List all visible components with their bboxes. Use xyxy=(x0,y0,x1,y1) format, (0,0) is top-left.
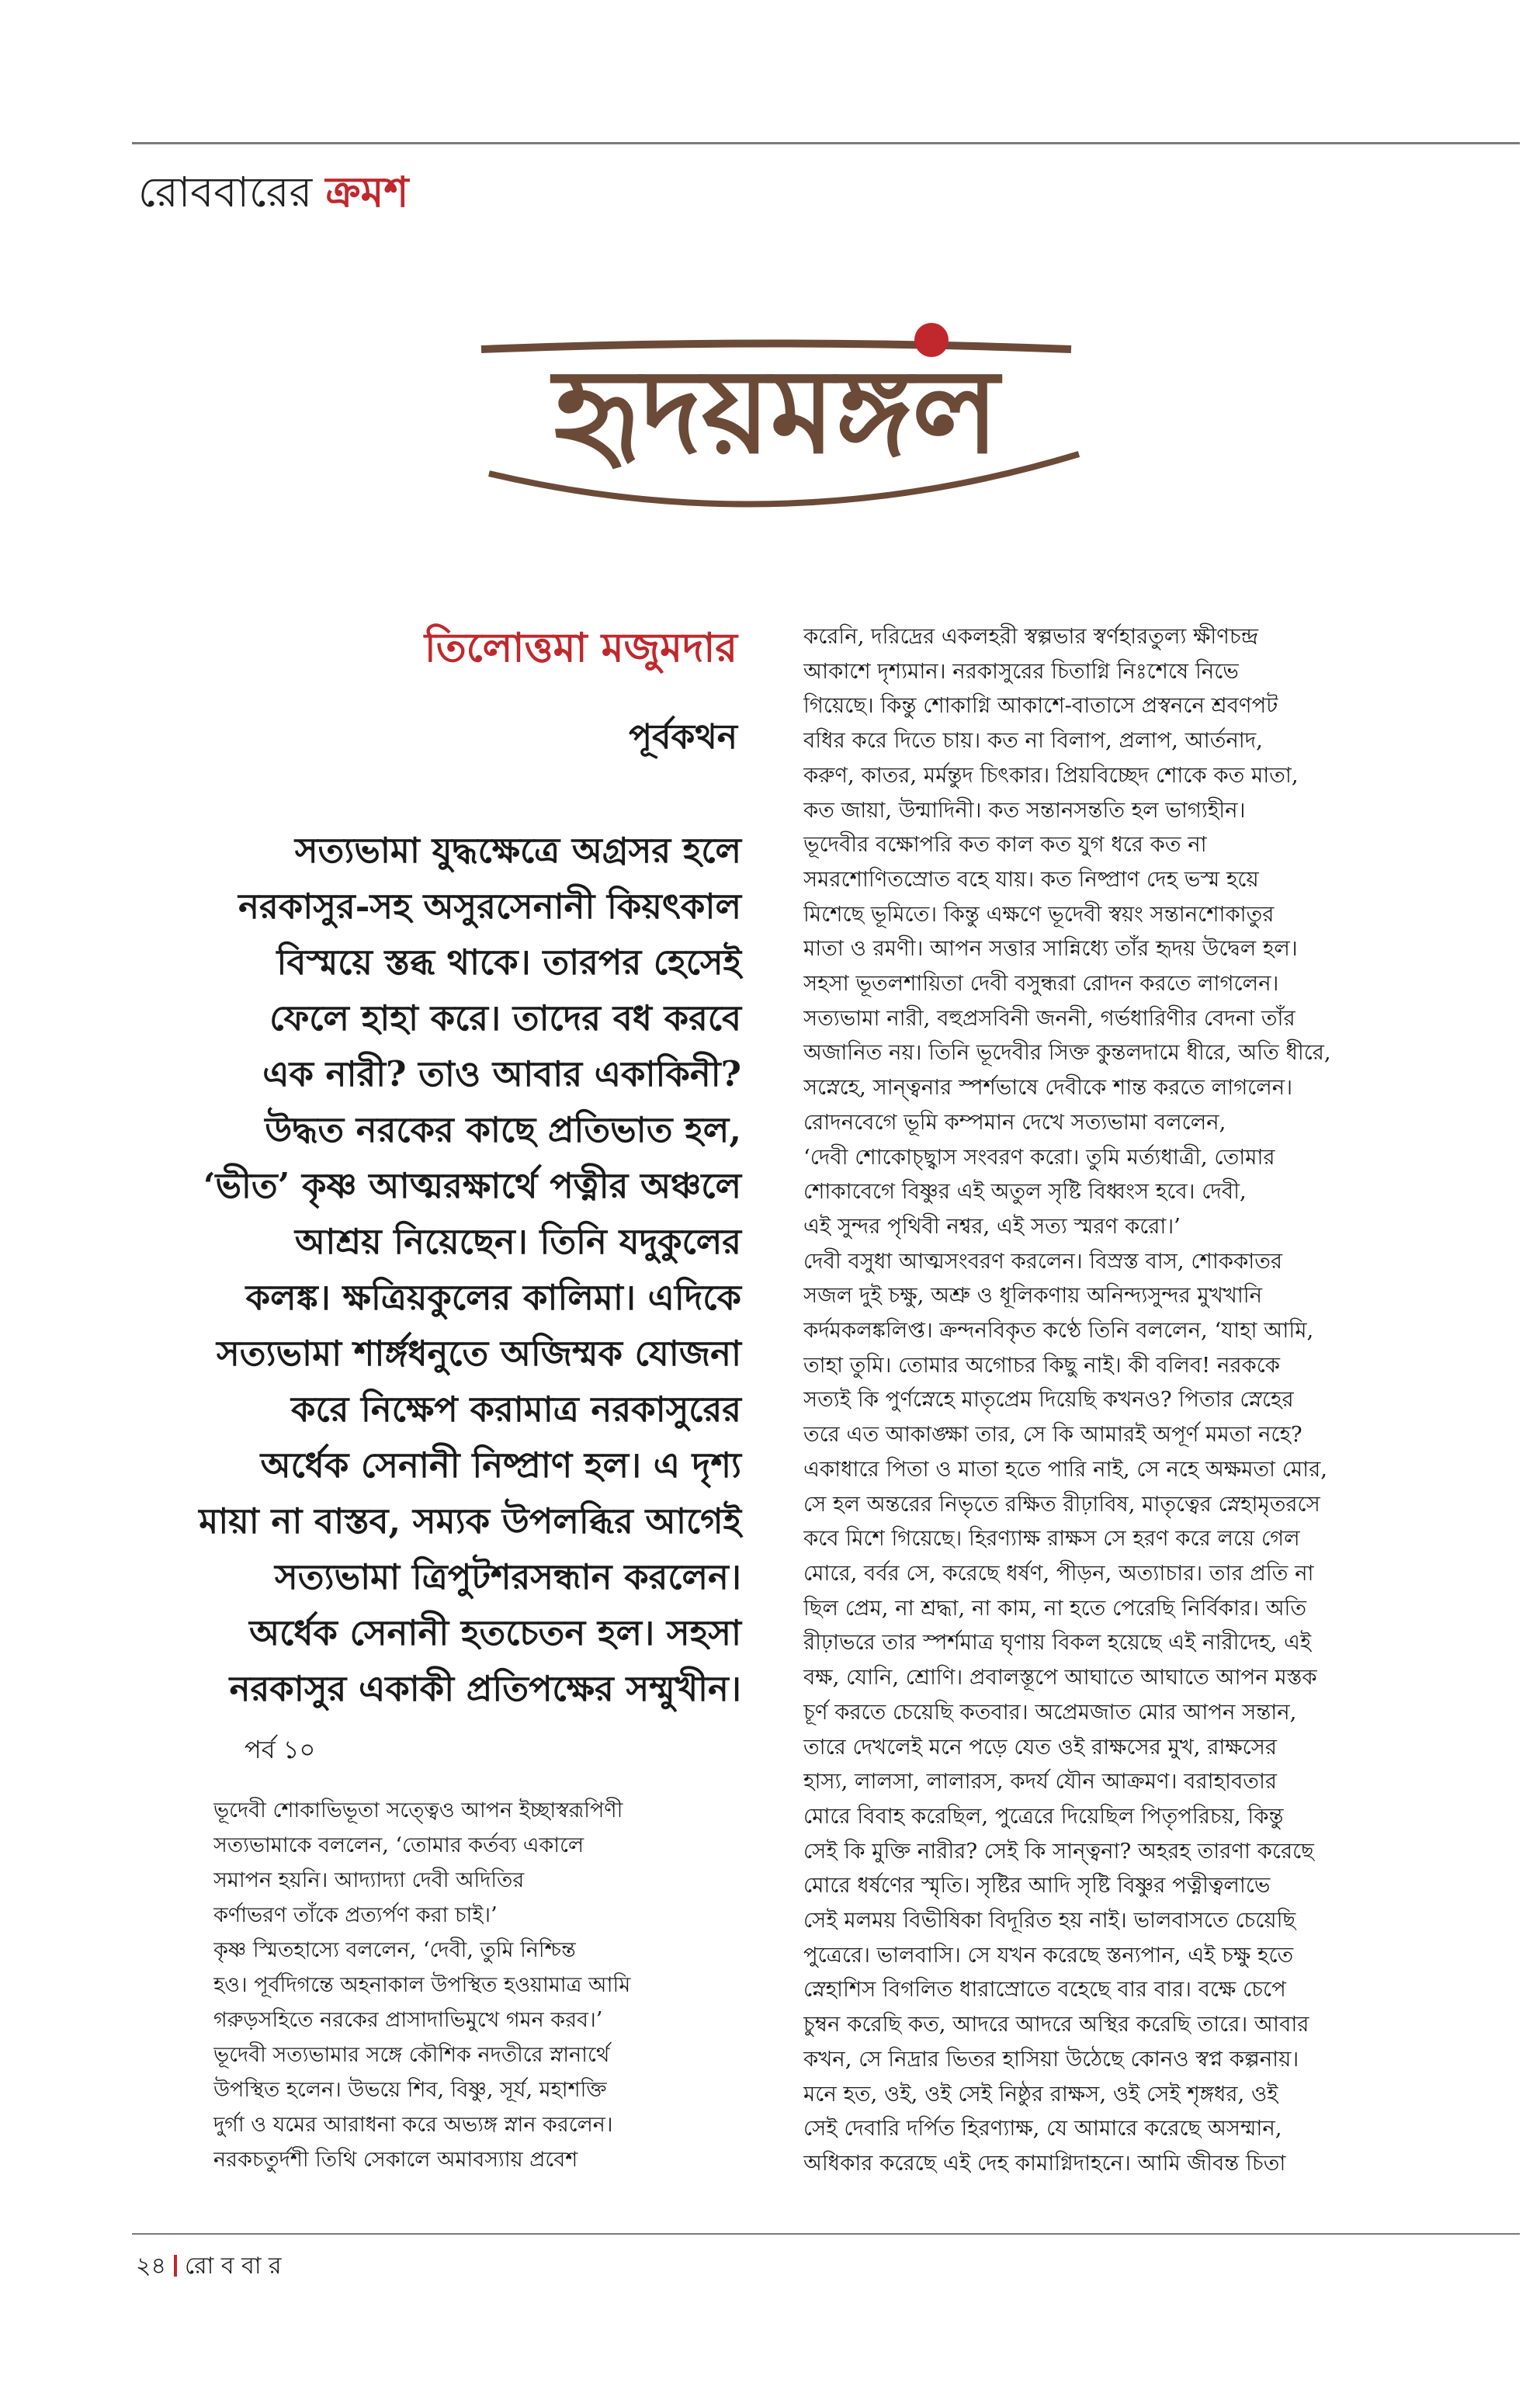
body-line: সেই মলময় বিভীষিকা বিদূরিত হয় নাই। ভালবাসতে চেয়েছি xyxy=(803,1908,1296,1933)
body-line: অধিকার করেছে এই দেহ কামাগ্নিদাহনে। আমি জীবন্ত চিতা xyxy=(803,2150,1286,2176)
body-line: সমরশোণিতস্রোত বহে যায়। কত নিষ্প্রাণ দেহ ভস্ম হয়ে xyxy=(803,866,1259,892)
body-line: ভূদেবী সত্যভামার সঙ্গে কৌশিক নদতীরে স্নানার্থে xyxy=(213,2043,610,2067)
body-line: হাস্য, লালসা, লালারস, কদর্য যৌন আক্রমণ। বরাহাবতার xyxy=(803,1769,1278,1795)
synopsis xyxy=(151,823,741,1717)
synopsis-line: বিস্ময়ে স্তব্ধ থাকে। তারপর হেসেই xyxy=(276,942,741,983)
previous-story-label: পূর্বকথন xyxy=(629,717,737,757)
synopsis-line: সত্যভামা শার্ঙ্গধনুতে অজিম্মক যোজনা xyxy=(216,1333,741,1374)
body-line: সেই দেবারি দর্পিত হিরণ্যাক্ষ, যে আমারে করেছে অসম্মান, xyxy=(803,2116,1282,2142)
section-heading-plain: রোববারের xyxy=(138,168,326,217)
body-line: কর্ণাভরণ তাঁকে প্রত্যর্পণ করা চাই।’ xyxy=(213,1903,498,1927)
synopsis-line: সত্যভামা ত্রিপুটশরসন্ধান করলেন। xyxy=(275,1556,741,1597)
body-line: সজল দুই চক্ষু, অশ্রু ও ধূলিকণায় অনিন্দ্যসুন্দর মুখখানি xyxy=(803,1283,1263,1309)
synopsis-line: আশ্রয় নিয়েছেন। তিনি যদুকুলের xyxy=(294,1221,741,1262)
body-line: অজানিত নয়। তিনি ভূদেবীর সিক্ত কুন্তলদামে ধীরে, অতি ধীরে, xyxy=(803,1040,1331,1066)
synopsis-line: অর্ধেক সেনানী হতচেতন হল। সহসা xyxy=(249,1612,741,1653)
serial-logo xyxy=(458,318,1094,520)
body-line: সহসা ভূতলশায়িতা দেবী বসুন্ধরা রোদন করতে লাগলেন। xyxy=(803,971,1279,997)
body-line: চুম্বন করেছি কত, আদরে আদরে অস্থির করেছি তারে। আবার xyxy=(803,2012,1309,2038)
body-line: রোদনবেগে ভূমি কম্পমান দেখে সত্যভামা বললেন, xyxy=(803,1109,1226,1135)
body-line: একাধারে পিতা ও মাতা হতে পারি নাই, সে নহে অক্ষমতা মোর, xyxy=(803,1456,1328,1482)
synopsis-line: ‘ভীত’ কৃষ্ণ আত্মরক্ষার্থে পত্নীর অঞ্চলে xyxy=(203,1165,741,1206)
synopsis-line: উদ্ধত নরকের কাছে প্রতিভাত হল, xyxy=(265,1109,741,1150)
body-line: চূর্ণ করতে চেয়েছি কতবার। অপ্রেমজাত মোর আপন সন্তান, xyxy=(803,1699,1297,1725)
body-line: করেনি, দরিদ্রের একলহরী স্বল্পভার স্বর্ণহারতুল্য ক্ষীণচন্দ্র xyxy=(803,624,1258,649)
footer-separator xyxy=(174,2255,177,2277)
body-line: পুত্রেরে। ভালবাসি। সে যখন করেছে স্তন্যপান, এই চক্ষু হতে xyxy=(803,1942,1294,1968)
page-number: ২৪ xyxy=(136,2253,166,2280)
body-line: বক্ষ, যোনি, শ্রোণি। প্রবালস্তূপে আঘাতে আঘাতে আপন মস্তক xyxy=(803,1665,1317,1691)
body-line: তারে দেখলেই মনে পড়ে যেত ওই রাক্ষসের মুখ, রাক্ষসের xyxy=(803,1734,1278,1760)
body-line: দেবী বসুধা আত্মসংবরণ করলেন। বিস্রস্ত বাস, শোককাতর xyxy=(803,1248,1283,1274)
body-line: সত্যই কি পুর্ণস্নেহে মাতৃপ্রেম দিয়েছি কখনও? পিতার স্নেহের xyxy=(803,1387,1294,1413)
section-heading xyxy=(138,165,408,220)
body-line: সত্যভামাকে বললেন, ‘তোমার কর্তব্য একালে xyxy=(213,1833,584,1857)
body-line: মাতা ও রমণী। আপন সত্তার সান্নিধ্যে তাঁর হৃদয় উদ্বেল হল। xyxy=(803,936,1298,962)
body-line: মোরে, বর্বর সে, করেছে ধর্ষণ, পীড়ন, অত্যাচার। তার প্রতি না xyxy=(803,1560,1314,1586)
body-line: সস্নেহে, সান্ত্বনার স্পর্শভাষে দেবীকে শান্ত করতে লাগলেন। xyxy=(803,1075,1293,1101)
body-line: সে হল অন্তরের নিভৃতে রক্ষিত রীঢ়াবিষ, মাতৃত্বের স্নেহামৃতরসে xyxy=(803,1491,1320,1517)
bottom-rule xyxy=(132,2233,1520,2235)
body-line: কত জায়া, উন্মাদিনী। কত সন্তানসন্ততি হল ভাগ্যহীন। xyxy=(803,797,1246,823)
body-line: ‘দেবী শোকোচ্ছ্বাস সংবরণ করো। তুমি মর্ত্যধাত্রী, তোমার xyxy=(803,1144,1275,1170)
body-line: হও। পূর্বদিগন্তে অহনাকাল উপস্থিত হওয়ামাত্র আমি xyxy=(213,1973,631,1997)
body-line: বধির করে দিতে চায়। কত না বিলাপ, প্রলাপ, আর্তনাদ, xyxy=(803,728,1263,754)
body-line: গরুড়সহিতে নরকের প্রাসাদাভিমুখে গমন করব।’ xyxy=(213,2008,603,2032)
body-line: করুণ, কাতর, মর্মন্তুদ চিৎকার। প্রিয়বিচ্ছেদ শোকে কত মাতা, xyxy=(803,762,1299,788)
synopsis-line: কলঙ্ক। ক্ষত্রিয়কুলের কালিমা। এদিকে xyxy=(245,1277,741,1318)
body-line: তরে এত আকাঙ্ক্ষা তার, সে কি আমারই অপূর্ণ মমতা নহে? xyxy=(803,1422,1302,1448)
body-line: রীঢ়াভরে তার স্পর্শমাত্র ঘৃণায় বিকল হয়েছে এই নারীদেহ, এই xyxy=(803,1630,1312,1656)
body-line: ভূদেবীর বক্ষোপরি কত কাল কত যুগ ধরে কত না xyxy=(803,832,1207,858)
body-line: এই সুন্দর পৃথিবী নশ্বর, এই সত্য স্মরণ করো।’ xyxy=(803,1213,1181,1239)
body-line: আকাশে দৃশ্যমান। নরকাসুরের চিতাগ্নি নিঃশেষে নিভে xyxy=(803,658,1239,684)
body-line: তাহা তুমি। তোমার অগোচর কিছু নাই। কী বলিব! নরককে xyxy=(803,1352,1281,1378)
body-line: কৃষ্ণ স্মিতহাস্যে বললেন, ‘দেবী, তুমি নিশ্চিন্ত xyxy=(213,1938,576,1962)
body-line: নরকচতুর্দশী তিথি সেকালে অমাবস্যায় প্রবেশ xyxy=(213,2148,578,2172)
body-line: সত্যভামা নারী, বহুপ্রসবিনী জননী, গর্ভধারিণীর বেদনা তাঁর xyxy=(803,1005,1295,1031)
synopsis-line: অর্ধেক সেনানী নিষ্প্রাণ হল। এ দৃশ্য xyxy=(260,1444,741,1486)
body-line: দুর্গা ও যমের আরাধনা করে অভ্যঙ্গ স্নান করলেন। xyxy=(213,2113,613,2137)
body-line: মোরে বিবাহ করেছিল, পুত্রেরে দিয়েছিল পিতৃপরিচয়, কিন্তু xyxy=(803,1803,1284,1829)
body-line: কর্দমকলঙ্কলিপ্ত। ক্রন্দনবিকৃত কণ্ঠে তিনি বললেন, ‘যাহা আমি, xyxy=(803,1318,1314,1344)
synopsis-line: নরকাসুর একাকী প্রতিপক্ষের সম্মুখীন। xyxy=(229,1668,741,1709)
body-line: গিয়েছে। কিন্তু শোকাগ্নি আকাশে-বাতাসে প্রস্বননে শ্রবণপট xyxy=(803,693,1278,719)
episode-label: পর্ব ১০ xyxy=(245,1735,316,1764)
magazine-name: রো ব বা র xyxy=(184,2253,282,2280)
body-line: ভূদেবী শোকাভিভূতা সত্ত্বেও আপন ইচ্ছাস্বরূপিণী xyxy=(213,1798,623,1822)
body-line: মনে হত, ওই, ওই সেই নিষ্ঠুর রাক্ষস, ওই সেই শৃঙ্গধর, ওই xyxy=(803,2081,1278,2107)
top-rule xyxy=(132,142,1520,144)
body-line: কখন, সে নিদ্রার ভিতর হাসিয়া উঠেছে কোনও স্বপ্ন কল্পনায়। xyxy=(803,2046,1299,2072)
body-line: সমাপন হয়নি। আদ্যাদ্যা দেবী অদিতির xyxy=(213,1868,525,1892)
synopsis-line: সত্যভামা যুদ্ধক্ষেত্রে অগ্রসর হলে xyxy=(294,830,741,871)
body-line: সেই কি মুক্তি নারীর? সেই কি সান্ত্বনা? অহরহ তারণা করেছে xyxy=(803,1838,1314,1864)
synopsis-line: করে নিক্ষেপ করামাত্র নরকাসুরের xyxy=(291,1389,741,1430)
section-heading-accent: ক্রমশ xyxy=(325,167,409,217)
body-column-left xyxy=(213,1793,741,2177)
body-line: মোরে ধর্ষণের স্মৃতি। সৃষ্টির আদি সৃষ্টি বিষ্ণুর পত্নীত্বলাভে xyxy=(803,1873,1271,1899)
body-line: মিশেছে ভূমিতে। কিন্তু এক্ষণে ভূদেবী স্বয়ং সন্তানশোকাতুর xyxy=(803,901,1275,927)
body-line: শোকাবেগে বিষ্ণুর এই অতুল সৃষ্টি বিধ্বংস হবে। দেবী, xyxy=(803,1179,1247,1205)
body-line: উপস্থিত হলেন। উভয়ে শিব, বিষ্ণু, সূর্য, মহাশক্তি xyxy=(213,2078,607,2102)
body-line: স্নেহাশিস বিগলিত ধারাস্রোতে বহেছে বার বার। বক্ষে চেপে xyxy=(803,1977,1286,2003)
synopsis-line: ফেলে হাহা করে। তাদের বধ করবে xyxy=(269,997,741,1039)
author-name: তিলোত্তমা মজুমদার xyxy=(424,624,737,671)
synopsis-line: এক নারী? তাও আবার একাকিনী? xyxy=(262,1053,741,1094)
logo-title: হৃদয়মঙ্গল xyxy=(553,343,999,480)
body-column-right xyxy=(803,619,1409,2181)
page-footer xyxy=(136,2251,282,2282)
synopsis-line: নরকাসুর-সহ অসুরসেনানী কিয়ৎকাল xyxy=(238,886,741,927)
body-line: ছিল প্রেম, না শ্রদ্ধা, না কাম, না হতে পেরেছি নির্বিকার। অতি xyxy=(803,1595,1307,1621)
synopsis-line: মায়া না বাস্তব, সম্যক উপলব্ধির আগেই xyxy=(199,1500,741,1542)
body-line: কবে মিশে গিয়েছে। হিরণ্যাক্ষ রাক্ষস সে হরণ করে লয়ে গেল xyxy=(803,1526,1300,1552)
